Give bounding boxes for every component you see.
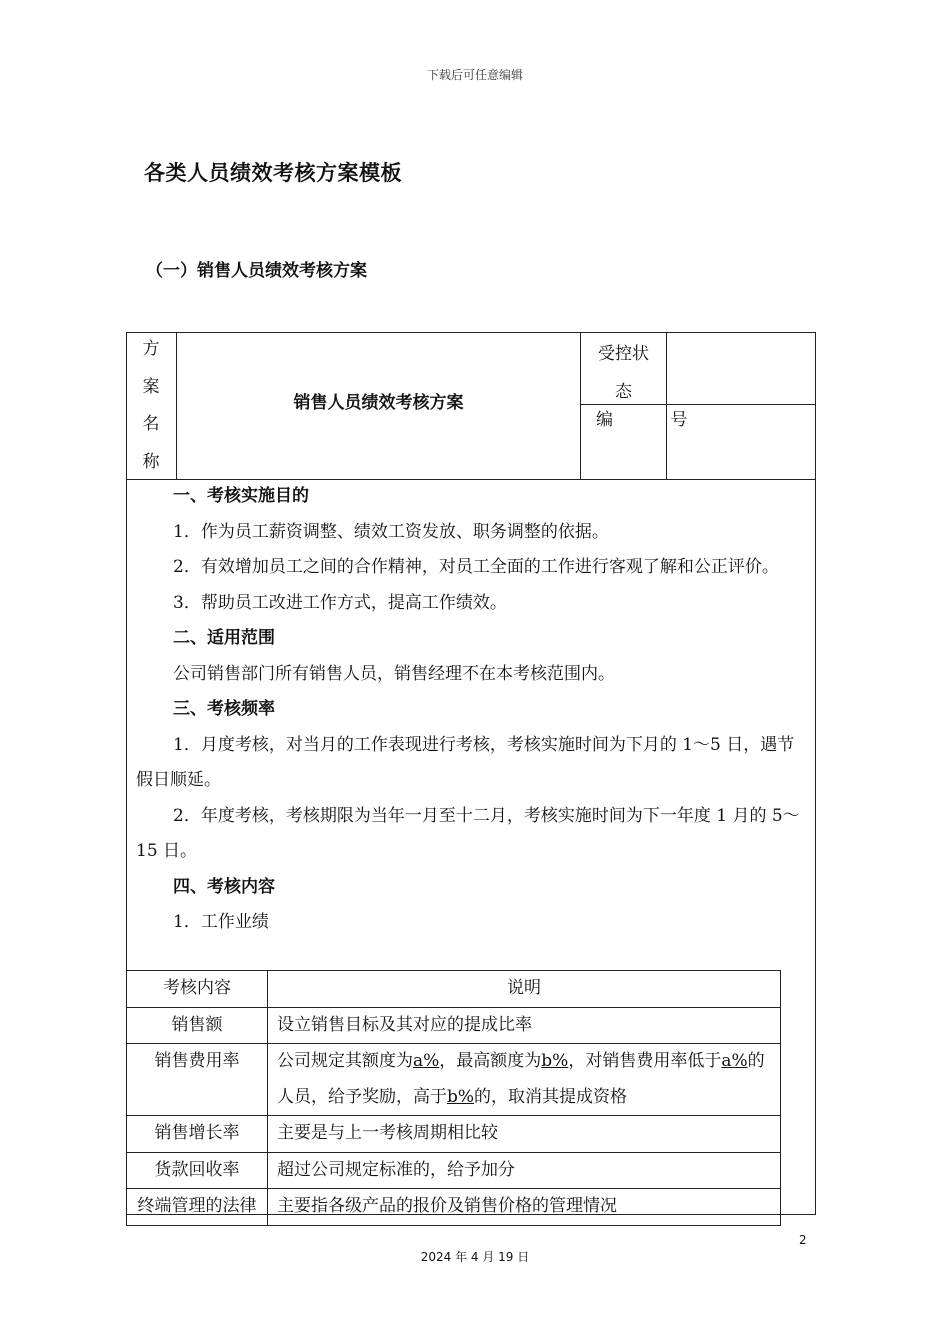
column-header: 考核内容 (127, 971, 268, 1008)
table-row (127, 1007, 781, 1044)
plan-name-label-char: 案 (142, 376, 160, 397)
table-cell: 终端管理的法律 (127, 1189, 268, 1226)
number-label: 编 号 (596, 410, 714, 430)
section-subtitle: （一）销售人员绩效考核方案 (146, 261, 367, 281)
control-status-label-line: 态 (615, 382, 632, 402)
control-status-label (581, 335, 666, 411)
document-title: 各类人员绩效考核方案模板 (144, 161, 402, 185)
table-row (127, 1189, 781, 1226)
table-cell: 主要是与上一考核周期相比较 (268, 1116, 781, 1153)
paragraph: 公司销售部门所有销售人员，销售经理不在本考核范围内。 (173, 663, 615, 684)
underlined-value: a% (413, 1051, 440, 1071)
paragraph: 2．年度考核，考核期限为当年一月至十二月，考核实施时间为下一年度 1 月的 5～15 日。 (136, 805, 800, 861)
section-heading: 二、适用范围 (173, 628, 275, 648)
table-row (127, 1044, 781, 1116)
text-run: 公司规定其额度为 (277, 1051, 413, 1071)
plan-name-label-char: 称 (142, 451, 160, 472)
table-row (127, 1152, 781, 1189)
page-number: 2 (799, 1233, 807, 1247)
text-run: 的人员，给予奖励，高于 (277, 1051, 765, 1107)
text-run: ，最高额度为 (439, 1051, 542, 1071)
table-cell: 货款回收率 (127, 1152, 268, 1189)
plan-content (136, 479, 808, 941)
page-header-note: 下载后可任意编辑 (426, 68, 523, 82)
underlined-value: b% (447, 1086, 475, 1107)
table-cell: 设立销售目标及其对应的提成比率 (268, 1007, 781, 1044)
plan-name-label-char: 方 (142, 339, 160, 359)
section-heading: 三、考核频率 (173, 699, 275, 719)
table-row (127, 1116, 781, 1153)
underlined-value: b% (541, 1051, 569, 1071)
footer-date: 2024 年 4 月 19 日 (420, 1250, 530, 1264)
plan-name-value: 销售人员绩效考核方案 (293, 393, 464, 413)
underlined-value: a% (721, 1051, 748, 1071)
table-cell (268, 1044, 781, 1116)
table-cell: 销售额 (127, 1007, 268, 1044)
control-status-label-line: 受控状 (598, 344, 649, 364)
section-heading: 一、考核实施目的 (173, 486, 309, 506)
paragraph: 3．帮助员工改进工作方式，提高工作绩效。 (173, 592, 507, 613)
column-header: 说明 (268, 971, 781, 1008)
table-cell: 主要指各级产品的报价及销售价格的管理情况 (268, 1189, 781, 1226)
kpi-table (126, 970, 781, 1226)
paragraph: 1．工作业绩 (173, 912, 269, 932)
paragraph: 2．有效增加员工之间的合作精神，对员工全面的工作进行客观了解和公正评价。 (173, 557, 779, 577)
table-cell: 销售增长率 (127, 1116, 268, 1153)
table-header-row (127, 971, 781, 1008)
section-heading: 四、考核内容 (173, 876, 275, 897)
text-run: 的，取消其提成资格 (474, 1086, 628, 1107)
table-cell: 超过公司规定标准的，给予加分 (268, 1152, 781, 1189)
text-run: ，对销售费用率低于 (568, 1051, 722, 1071)
plan-name-label (126, 332, 176, 480)
paragraph: 1．作为员工薪资调整、绩效工资发放、职务调整的依据。 (173, 521, 609, 542)
plan-name-label-char: 名 (142, 414, 160, 434)
paragraph: 1．月度考核，对当月的工作表现进行考核，考核实施时间为下月的 1～5 日，遇节假日顺延。 (136, 734, 795, 790)
table-cell: 销售费用率 (127, 1044, 268, 1116)
